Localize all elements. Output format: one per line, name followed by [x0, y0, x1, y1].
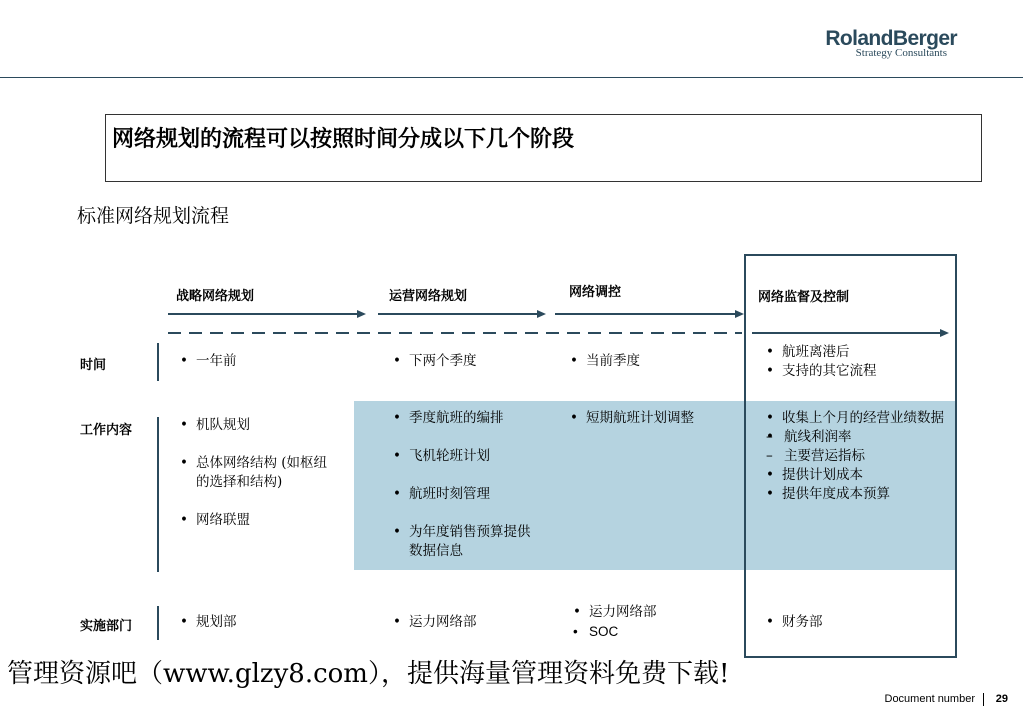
row-divider-dept — [157, 606, 159, 640]
dept-col1 — [180, 613, 340, 632]
list-item: • 下两个季度 — [393, 352, 543, 371]
brand-tagline: Strategy Consultants — [855, 47, 947, 59]
time-col1 — [180, 352, 340, 371]
watermark-text: 管理资源吧（www.glzy8.com），提供海量管理资料免费下载! — [7, 659, 730, 689]
work-col2 — [393, 409, 533, 561]
phase-operational: 运营网络规划 — [389, 289, 468, 304]
list-item: • 网络联盟 — [180, 511, 340, 530]
time-col4 — [766, 343, 941, 381]
list-item: • 飞机轮班计划 — [393, 447, 533, 466]
sub-list — [766, 428, 946, 466]
brand-logo: RolandBerger — [825, 27, 957, 50]
time-col2 — [393, 352, 543, 371]
list-item: • 当前季度 — [570, 352, 730, 371]
list-item: • 季度航班的编排 — [393, 409, 533, 428]
list-item: • 机队规划 — [180, 416, 340, 435]
list-item: • 航班时刻管理 — [393, 485, 533, 504]
list-item: • 提供年度成本预算 — [766, 485, 946, 504]
list-item: • 总体网络结构 (如枢纽的选择和结构) — [180, 454, 340, 492]
list-item: • 运力网络部 — [393, 613, 543, 632]
row-label-dept: 实施部门 — [80, 619, 133, 634]
page-title: 网络规划的流程可以按照时间分成以下几个阶段 — [112, 127, 575, 152]
footer-document-number: Document number — [884, 693, 975, 705]
phase-control: 网络调控 — [569, 285, 622, 300]
list-item: • 支持的其它流程 — [766, 362, 941, 381]
phase-strategic: 战略网络规划 — [176, 289, 255, 304]
list-item: • 提供计划成本 — [766, 466, 946, 485]
work-col1 — [180, 416, 340, 530]
page-number: 29 — [995, 693, 1008, 705]
footer-separator — [983, 693, 984, 706]
row-divider-time — [157, 343, 159, 381]
list-item: • 规划部 — [180, 613, 340, 632]
dept-col3 — [573, 603, 723, 641]
page-subtitle: 标准网络规划流程 — [77, 205, 230, 227]
list-item: • 财务部 — [766, 613, 916, 632]
time-col3 — [570, 352, 730, 371]
row-label-work: 工作内容 — [80, 423, 133, 438]
row-divider-work — [157, 417, 159, 572]
list-item: • 航班离港后 — [766, 343, 941, 362]
phase-monitoring: 网络监督及控制 — [758, 290, 850, 305]
work-col4 — [766, 409, 946, 504]
dept-col4 — [766, 613, 916, 632]
list-item: • 为年度销售预算提供数据信息 — [393, 523, 533, 561]
list-item: – 主要营运指标 — [766, 447, 946, 466]
list-item: – • 航线利润率 — [766, 428, 946, 447]
work-col3 — [570, 409, 740, 428]
row-label-time: 时间 — [80, 358, 107, 373]
list-item: • 收集上个月的经营业绩数据 — [766, 409, 946, 428]
dept-col2 — [393, 613, 543, 632]
list-item: • 一年前 — [180, 352, 340, 371]
list-item: • 短期航班计划调整 — [570, 409, 740, 428]
list-item: • SOC — [573, 622, 723, 641]
sub-list-container — [766, 428, 946, 466]
list-item: • 运力网络部 — [573, 603, 723, 622]
